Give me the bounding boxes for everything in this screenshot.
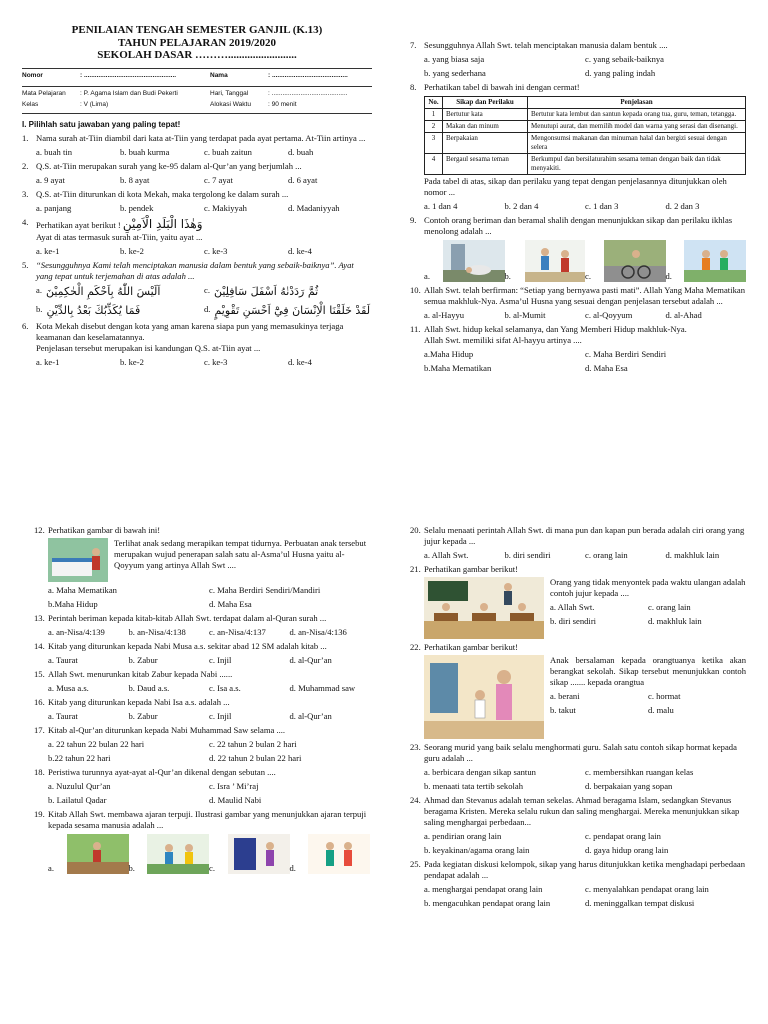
cell-no: 4 bbox=[425, 153, 443, 174]
q-text-2: Orang yang tidak menyontek pada waktu ulangan adalah contoh jujur kepada .... bbox=[550, 577, 746, 598]
option-b[interactable]: b. 2 dan 4 bbox=[504, 200, 539, 211]
q-text: Kota Mekah disebut dengan kota yang aman karena siapa pun yang memasukinya terjaga keamanan dan keselamatannya. bbox=[36, 320, 344, 342]
page-2 bbox=[410, 40, 746, 377]
cell-penjelasan: Berkumpul dan bersilaturahim sesama teman dengan baik dan tidak menyakiti. bbox=[528, 153, 746, 174]
option-d[interactable]: d. an-Nisa/4:136 bbox=[289, 627, 347, 637]
option-a-letter: a. bbox=[48, 863, 54, 873]
kelas-label: Kelas bbox=[22, 100, 39, 108]
option-b[interactable]: b. Zabur bbox=[128, 655, 158, 665]
option-b[interactable]: b. mengacuhkan pendapat orang lain bbox=[424, 898, 551, 908]
q-text-2: Penjelasan tersebut merupakan isi kandungan Q.S. at-Tiin ayat ... bbox=[36, 342, 261, 353]
kelas-value: : V (Lima) bbox=[80, 100, 109, 108]
option-c[interactable]: c. buah zaitun bbox=[204, 147, 252, 158]
nama-label: Nama bbox=[210, 71, 228, 79]
cell-no: 3 bbox=[425, 132, 443, 153]
q-text-2: Pada tabel di atas, sikap dan perilaku yang tepat dengan penjelasannya ditunjukkan oleh nomor ... bbox=[424, 175, 727, 197]
alokasi-value: : 90 menit bbox=[268, 100, 297, 108]
option-b[interactable] bbox=[505, 240, 586, 282]
option-c[interactable]: c. yang sebaik-baiknya bbox=[585, 54, 664, 64]
option-a-arabic: اَلَيْسَ اللّٰهُ بِاَحْكَمِ الْحٰكِمِيْنَ bbox=[45, 285, 161, 299]
q-text: Kitab Allah Swt. membawa ajaran terpuji. Ilustrasi gambar yang menunjukkan ajaran terpuji kepada sesama manusia adalah ... bbox=[48, 809, 367, 830]
door-knocking-illustration bbox=[228, 834, 290, 874]
header-no: No. bbox=[425, 97, 443, 109]
option-d[interactable] bbox=[666, 240, 747, 282]
q-text: Selalu menaati perintah Allah Swt. di mana pun dan kapan pun berada adalah ciri orang yang jujur kepada ... bbox=[424, 525, 745, 546]
option-d[interactable]: d. 6 ayat bbox=[288, 175, 318, 186]
option-a-letter: a. bbox=[424, 270, 430, 281]
option-b[interactable]: b. an-Nisa/4:138 bbox=[128, 627, 186, 637]
option-a[interactable]: a. 9 ayat bbox=[36, 175, 65, 186]
praying-illustration bbox=[443, 240, 505, 282]
option-c[interactable]: c. 7 ayat bbox=[204, 175, 233, 186]
option-b[interactable]: b. keyakinan/agama orang lain bbox=[424, 845, 530, 855]
question-8 bbox=[410, 82, 746, 212]
option-b[interactable] bbox=[129, 834, 210, 874]
question-18 bbox=[34, 767, 370, 806]
option-d[interactable]: d. makhluk lain bbox=[665, 550, 720, 560]
q-text: Allah Swt. telah berfirman: “Setiap yang bernyawa pasti mati”. Allah Yang Maha Mematikan semua makhluk-Nya. Asma’ul Husna yang sesuai dengan penjelasan tersebut adalah ... bbox=[424, 284, 745, 306]
option-c[interactable]: c. an-Nisa/4:137 bbox=[209, 627, 266, 637]
option-d[interactable]: d. berpakaian yang sopan bbox=[585, 781, 673, 791]
option-a[interactable]: a.Maha Hidup bbox=[424, 348, 474, 359]
option-b[interactable]: b. yang sederhana bbox=[424, 68, 486, 78]
option-c[interactable]: c. Maha Berdiri Sendiri/Mandiri bbox=[209, 585, 321, 595]
q-number: 19. bbox=[34, 809, 45, 819]
shaking-hands-illustration bbox=[308, 834, 370, 874]
question-19 bbox=[34, 809, 370, 874]
q-number: 4. bbox=[22, 217, 29, 228]
option-d[interactable]: d. Maulid Nabi bbox=[209, 795, 262, 805]
option-d[interactable]: d. gaya hidup orang lain bbox=[585, 845, 669, 855]
option-c[interactable]: c. hormat bbox=[648, 691, 681, 701]
option-b[interactable]: b.22 tahun 22 hari bbox=[48, 753, 111, 763]
page-3 bbox=[34, 525, 370, 877]
option-c-letter: c. bbox=[209, 863, 215, 873]
q-text: Perhatikan ayat berikut ! bbox=[36, 220, 121, 231]
cell-penjelasan: Menutupi aurat, dan memilih model dan warna yang serasi dan disenangi. bbox=[528, 120, 746, 132]
q-text: Kitab al-Qur’an diturunkan kepada Nabi Muhammad Saw selama .... bbox=[48, 725, 286, 735]
question-7 bbox=[410, 40, 746, 79]
option-c[interactable]: c. Injil bbox=[209, 655, 232, 665]
exam-school: SEKOLAH DASAR ………......................... bbox=[97, 49, 297, 62]
cell-no: 2 bbox=[425, 120, 443, 132]
option-b[interactable]: b. pendek bbox=[120, 203, 154, 214]
q-number: 11. bbox=[410, 323, 421, 334]
option-a[interactable]: a. al-Hayyu bbox=[424, 309, 465, 320]
option-b[interactable]: b. ke-2 bbox=[120, 356, 144, 367]
q-number: 2. bbox=[22, 161, 29, 172]
option-a[interactable]: a. pendirian orang lain bbox=[424, 831, 502, 841]
option-a[interactable]: a. menghargai pendapat orang lain bbox=[424, 884, 543, 894]
option-a[interactable] bbox=[36, 285, 204, 299]
option-a[interactable] bbox=[48, 834, 129, 874]
cell-sikap: Bertutur kata bbox=[443, 108, 528, 120]
q-text: Sesungguhnya Allah Swt. telah menciptakan manusia dalam bentuk .... bbox=[424, 40, 668, 50]
option-d[interactable]: d. al-Qur’an bbox=[289, 655, 332, 665]
option-b[interactable]: b. buah kurma bbox=[120, 147, 170, 158]
q-number: 23. bbox=[410, 742, 421, 752]
q-text: Ahmad dan Stevanus adalah teman sekelas. Ahmad beragama Islam, sedangkan Stevanus beragama Kristen. Mereka selalu rukun dan saling menghargai. Mereka menunjukkan sikap saling menghargai perbedaan... bbox=[424, 795, 740, 827]
option-b[interactable]: b. takut bbox=[550, 705, 576, 715]
option-b-letter: b. bbox=[128, 863, 135, 873]
q-text: Perintah beriman kepada kitab-kitab Allah Swt. terdapat dalam al-Quran surah ... bbox=[48, 613, 327, 623]
option-d[interactable]: d. ke-4 bbox=[288, 356, 312, 367]
option-a[interactable]: a. berani bbox=[550, 691, 580, 701]
question-20 bbox=[410, 525, 746, 561]
q4-arabic-verse: وَهٰذَا الْبَلَدِ الْاَمِيْنِ bbox=[122, 217, 203, 232]
children-playing-illustration bbox=[684, 240, 746, 282]
q-number: 13. bbox=[34, 613, 45, 623]
option-b-arabic: فَمَا يُكَذِّبُكَ بَعْدُ بِالدِّيْنِ bbox=[46, 303, 141, 317]
option-a[interactable]: a. Taurat bbox=[48, 711, 78, 721]
option-d[interactable]: d. yang paling indah bbox=[585, 68, 656, 78]
table-row bbox=[425, 120, 746, 132]
question-9 bbox=[410, 215, 746, 282]
option-c[interactable] bbox=[209, 834, 290, 874]
q-text: Contoh orang beriman dan beramal shalih dengan menunjukkan sikap dan perilaku ikhlas menolong adalah ... bbox=[424, 214, 733, 236]
nomor-value[interactable]: : ................................................... bbox=[80, 71, 177, 79]
q-number: 21. bbox=[410, 564, 421, 574]
option-d[interactable]: d. malu bbox=[648, 705, 674, 715]
cell-penjelasan: Mengonsumsi makanan dan minuman halal dan bergizi sesuai dengan selera bbox=[528, 132, 746, 153]
q-text-2: Terlihat anak sedang merapikan tempat tidurnya. Perbuatan anak tersebut merupakan wujud penerapan salah satu al-Asma’ul Husna yaitu al-Qoyyum yang artinya Allah Swt .... bbox=[114, 538, 367, 570]
option-c[interactable]: c. orang lain bbox=[585, 550, 628, 560]
option-c[interactable]: c. 1 dan 3 bbox=[585, 200, 619, 211]
section-1-heading: I. Pilihlah satu jawaban yang paling tepat! bbox=[22, 119, 181, 129]
question-15 bbox=[34, 669, 370, 694]
option-b[interactable] bbox=[36, 304, 204, 318]
question-2 bbox=[22, 161, 372, 186]
classroom-exam-illustration bbox=[424, 577, 544, 639]
question-11 bbox=[410, 324, 746, 374]
q-number: 10. bbox=[410, 284, 421, 295]
q-text: Q.S. at-Tiin diturunkan di kota Mekah, maka tergolong ke dalam surah ... bbox=[36, 189, 289, 200]
option-d[interactable]: d. al-Ahad bbox=[665, 309, 702, 320]
option-b[interactable]: b. Daud a.s. bbox=[128, 683, 170, 693]
q-text: Kitab yang diturunkan kepada Nabi Isa a.s. adalah ... bbox=[48, 697, 230, 707]
option-a[interactable]: a. Allah Swt. bbox=[550, 602, 595, 612]
cell-penjelasan: Bertutur kata lembut dan santun kepada orang tua, guru, teman, tetangga. bbox=[528, 108, 746, 120]
q-text-2: Allah Swt. memiliki sifat Al-hayyu artinya .... bbox=[424, 334, 582, 345]
option-b[interactable]: b. Lailatul Qadar bbox=[48, 795, 107, 805]
q-number: 5. bbox=[22, 260, 29, 271]
option-c[interactable]: c. orang lain bbox=[648, 602, 691, 612]
option-d[interactable] bbox=[204, 304, 372, 318]
option-c[interactable]: c. ke-3 bbox=[204, 356, 228, 367]
q-number: 7. bbox=[410, 40, 417, 50]
nama-value[interactable]: : .......................................... bbox=[268, 71, 348, 79]
q-number: 15. bbox=[34, 669, 45, 679]
q-text: Allah Swt. menurunkan kitab Zabur kepada Nabi ...... bbox=[48, 669, 233, 679]
table-header-row bbox=[425, 97, 746, 109]
page-1 bbox=[22, 24, 372, 371]
option-b-letter: b. bbox=[36, 303, 43, 314]
option-a[interactable]: a. 22 tahun 22 bulan 22 hari bbox=[48, 739, 145, 749]
q-number: 8. bbox=[410, 82, 417, 92]
option-a[interactable]: a. Maha Mematikan bbox=[48, 585, 117, 595]
question-3 bbox=[22, 189, 372, 214]
exam-year: TAHUN PELAJARAN 2019/2020 bbox=[117, 36, 277, 49]
option-c[interactable]: c. al-Qoyyum bbox=[585, 309, 633, 320]
header-penjelasan: Penjelasan bbox=[528, 97, 746, 109]
alokasi-label: Alokasi Waktu bbox=[210, 100, 251, 108]
question-17 bbox=[34, 725, 370, 764]
option-b[interactable]: b. diri sendiri bbox=[550, 616, 597, 626]
option-b-letter: b. bbox=[504, 270, 511, 281]
option-a[interactable]: a. Allah Swt. bbox=[424, 550, 469, 560]
q-text: Pada kegiatan diskusi kelompok, sikap yang harus ditunjukkan ketika menghadapi perbedaan pendapat adalah ... bbox=[424, 859, 745, 880]
option-c[interactable]: c. Isra ’ Mi’raj bbox=[209, 781, 259, 791]
option-d[interactable]: d. meninggalkan tempat diskusi bbox=[585, 898, 695, 908]
q-number: 25. bbox=[410, 859, 421, 869]
q-number: 24. bbox=[410, 795, 421, 805]
kids-cleaning-illustration bbox=[147, 834, 209, 874]
mapel-label: Mata Pelajaran bbox=[22, 90, 66, 98]
q-text-2: Ayat di atas termasuk surah at-Tiin, yaitu ayat ... bbox=[36, 232, 203, 243]
option-a[interactable]: a. buah tin bbox=[36, 147, 73, 158]
q-number: 22. bbox=[410, 642, 421, 652]
option-b[interactable]: b. diri sendiri bbox=[504, 550, 551, 560]
option-c[interactable]: c. pendapat orang lain bbox=[585, 831, 661, 841]
option-b[interactable]: b.Maha Hidup bbox=[48, 599, 98, 609]
question-25 bbox=[410, 859, 746, 909]
hari-label: Hari, Tanggal bbox=[210, 90, 249, 98]
option-b[interactable]: b. al-Mumit bbox=[504, 309, 546, 320]
question-1 bbox=[22, 133, 372, 158]
option-d[interactable] bbox=[290, 834, 371, 874]
table-row bbox=[425, 153, 746, 174]
option-d[interactable]: d. Madaniyyah bbox=[288, 203, 340, 214]
q-text: Seorang murid yang baik selalu menghormati guru. Salah satu contoh sikap hormat kepada guru adalah ... bbox=[424, 742, 737, 763]
option-c-arabic: ثُمَّ رَدَدْنٰهُ اَسْفَلَ سَافِلِيْنَ bbox=[213, 285, 319, 299]
option-d[interactable]: d. ke-4 bbox=[288, 246, 312, 257]
q-text: Perhatikan gambar berikut! bbox=[424, 642, 519, 652]
option-a[interactable]: a. Taurat bbox=[48, 655, 78, 665]
option-b[interactable]: b. menaati tata tertib sekolah bbox=[424, 781, 524, 791]
page-4 bbox=[410, 525, 746, 912]
option-a[interactable]: a. panjang bbox=[36, 203, 72, 214]
mapel-value: : P. Agama Islam dan Budi Pekerti bbox=[80, 90, 178, 98]
option-d[interactable]: d. Maha Esa bbox=[585, 362, 628, 373]
exam-title: PENILAIAN TENGAH SEMESTER GANJIL (K.13) bbox=[71, 24, 323, 36]
option-c[interactable] bbox=[204, 285, 372, 299]
q-number: 18. bbox=[34, 767, 45, 777]
helping-friend-illustration bbox=[525, 240, 585, 282]
option-c-letter: c. bbox=[585, 270, 591, 281]
option-a[interactable]: a. yang biasa saja bbox=[424, 54, 485, 64]
option-d-letter: d. bbox=[289, 863, 296, 873]
q-text: Peristiwa turunnya ayat-ayat al-Qur’an dikenal dengan sebutan .... bbox=[48, 767, 276, 777]
question-24 bbox=[410, 795, 746, 856]
option-d-letter: d. bbox=[665, 270, 672, 281]
option-a[interactable]: a. 1 dan 4 bbox=[424, 200, 458, 211]
q-text: Nama surah at-Tiin diambil dari kata at-Tiin yang terdapat pada ayat pertama. At-Tiin artinya ... bbox=[36, 133, 366, 144]
question-22 bbox=[410, 642, 746, 739]
q-number: 12. bbox=[34, 525, 45, 535]
question-16 bbox=[34, 697, 370, 722]
hari-value[interactable]: : .......................................... bbox=[268, 90, 348, 98]
q-text: Q.S. at-Tiin merupakan surah yang ke-95 dalam al-Qur’an yang berjumlah ... bbox=[36, 161, 302, 172]
option-d[interactable]: d. 2 dan 3 bbox=[665, 200, 700, 211]
question-13 bbox=[34, 613, 370, 638]
behavior-table bbox=[424, 96, 746, 175]
option-d[interactable]: d. makhluk lain bbox=[648, 616, 702, 626]
option-d[interactable]: d. 22 tahun 2 bulan 22 hari bbox=[209, 753, 302, 763]
q-number: 20. bbox=[410, 525, 421, 535]
q-number: 1. bbox=[22, 133, 29, 144]
question-23 bbox=[410, 742, 746, 792]
q-number: 3. bbox=[22, 189, 29, 200]
q-text: Perhatikan tabel di bawah ini dengan cermat! bbox=[424, 82, 580, 92]
header-sikap: Sikap dan Perilaku bbox=[443, 97, 528, 109]
option-c[interactable]: c. Injil bbox=[209, 711, 232, 721]
option-c[interactable]: c. menyalahkan pendapat orang lain bbox=[585, 884, 709, 894]
q-text-2: Anak bersalaman kepada orangtuanya ketika akan berangkat sekolah. Sikap tersebut menunjukkan contoh sikap ....... kepada orangtua bbox=[550, 655, 746, 687]
cell-no: 1 bbox=[425, 108, 443, 120]
option-d-letter: d. bbox=[204, 303, 211, 314]
nomor-label: Nomor bbox=[22, 71, 43, 79]
question-4 bbox=[22, 217, 372, 257]
cell-sikap: Berpakaian bbox=[443, 132, 528, 153]
question-5 bbox=[22, 260, 372, 317]
option-a[interactable]: a. ke-1 bbox=[36, 246, 60, 257]
option-a[interactable]: a. ke-1 bbox=[36, 356, 60, 367]
option-c[interactable]: c. Makiyyah bbox=[204, 203, 247, 214]
option-c[interactable]: c. Maha Berdiri Sendiri bbox=[585, 348, 667, 359]
q-text: Perhatikan gambar berikut! bbox=[424, 564, 519, 574]
cell-sikap: Bergaul sesama teman bbox=[443, 153, 528, 174]
option-b[interactable]: b. Zabur bbox=[128, 711, 158, 721]
option-d[interactable]: d. Muhammad saw bbox=[289, 683, 356, 693]
q-text: Allah Swt. hidup kekal selamanya, dan Yang Memberi Hidup makhluk-Nya. bbox=[424, 323, 687, 334]
table-row bbox=[425, 108, 746, 120]
q-text: “Sesungguhnya Kami telah menciptakan manusia dalam bentuk yang sebaik-baiknya”. Ayat yang tepat untuk terjemahan di atas adalah ... bbox=[36, 260, 354, 282]
option-a[interactable]: a. Nuzulul Qur’an bbox=[48, 781, 111, 791]
question-14 bbox=[34, 641, 370, 666]
option-a[interactable] bbox=[424, 240, 505, 282]
cycling-illustration bbox=[604, 240, 666, 282]
option-a-letter: a. bbox=[36, 285, 42, 296]
q-number: 9. bbox=[410, 214, 417, 225]
option-d[interactable]: d. al-Qur’an bbox=[289, 711, 332, 721]
question-12 bbox=[34, 525, 370, 610]
option-a[interactable]: a. an-Nisa/4:139 bbox=[48, 627, 105, 637]
option-d[interactable]: d. buah bbox=[288, 147, 314, 158]
q-number: 17. bbox=[34, 725, 45, 735]
option-a[interactable]: a. berbicara dengan sikap santun bbox=[424, 767, 536, 777]
option-c-letter: c. bbox=[204, 285, 210, 296]
option-c[interactable] bbox=[585, 240, 666, 282]
table-row bbox=[425, 132, 746, 153]
q-number: 14. bbox=[34, 641, 45, 651]
option-b[interactable]: b.Maha Mematikan bbox=[424, 362, 492, 373]
q-text: Perhatikan gambar di bawah ini! bbox=[48, 525, 161, 535]
option-b[interactable]: b. ke-2 bbox=[120, 246, 144, 257]
option-d-arabic: لَقَدْ خَلَقْنَا الْاِنْسَانَ فِيْٓ اَحْسَنِ تَقْوِيْمٍ bbox=[214, 303, 371, 317]
tidying-bed-illustration bbox=[48, 538, 108, 582]
option-d[interactable]: d. Maha Esa bbox=[209, 599, 252, 609]
q-text: Kitab yang diturunkan kepada Nabi Musa a.s. sekitar abad 12 SM adalah kitab ... bbox=[48, 641, 327, 651]
q-number: 16. bbox=[34, 697, 45, 707]
option-c[interactable]: c. Isa a.s. bbox=[209, 683, 241, 693]
info-kelas-row bbox=[22, 101, 372, 109]
info-nomor-row bbox=[22, 72, 372, 80]
option-a[interactable]: a. Musa a.s. bbox=[48, 683, 89, 693]
question-6 bbox=[22, 321, 372, 368]
greeting-parent-illustration bbox=[424, 655, 544, 739]
q-number: 6. bbox=[22, 320, 29, 331]
info-mapel-row bbox=[22, 90, 372, 98]
cell-sikap: Makan dan minum bbox=[443, 120, 528, 132]
option-b[interactable]: b. 8 ayat bbox=[120, 175, 150, 186]
boy-outdoor-illustration bbox=[67, 834, 129, 874]
question-10 bbox=[410, 285, 746, 321]
option-c[interactable]: c. 22 tahun 2 bulan 2 hari bbox=[209, 739, 297, 749]
question-21 bbox=[410, 564, 746, 639]
option-c[interactable]: c. membersihkan ruangan kelas bbox=[585, 767, 694, 777]
option-c[interactable]: c. ke-3 bbox=[204, 246, 228, 257]
